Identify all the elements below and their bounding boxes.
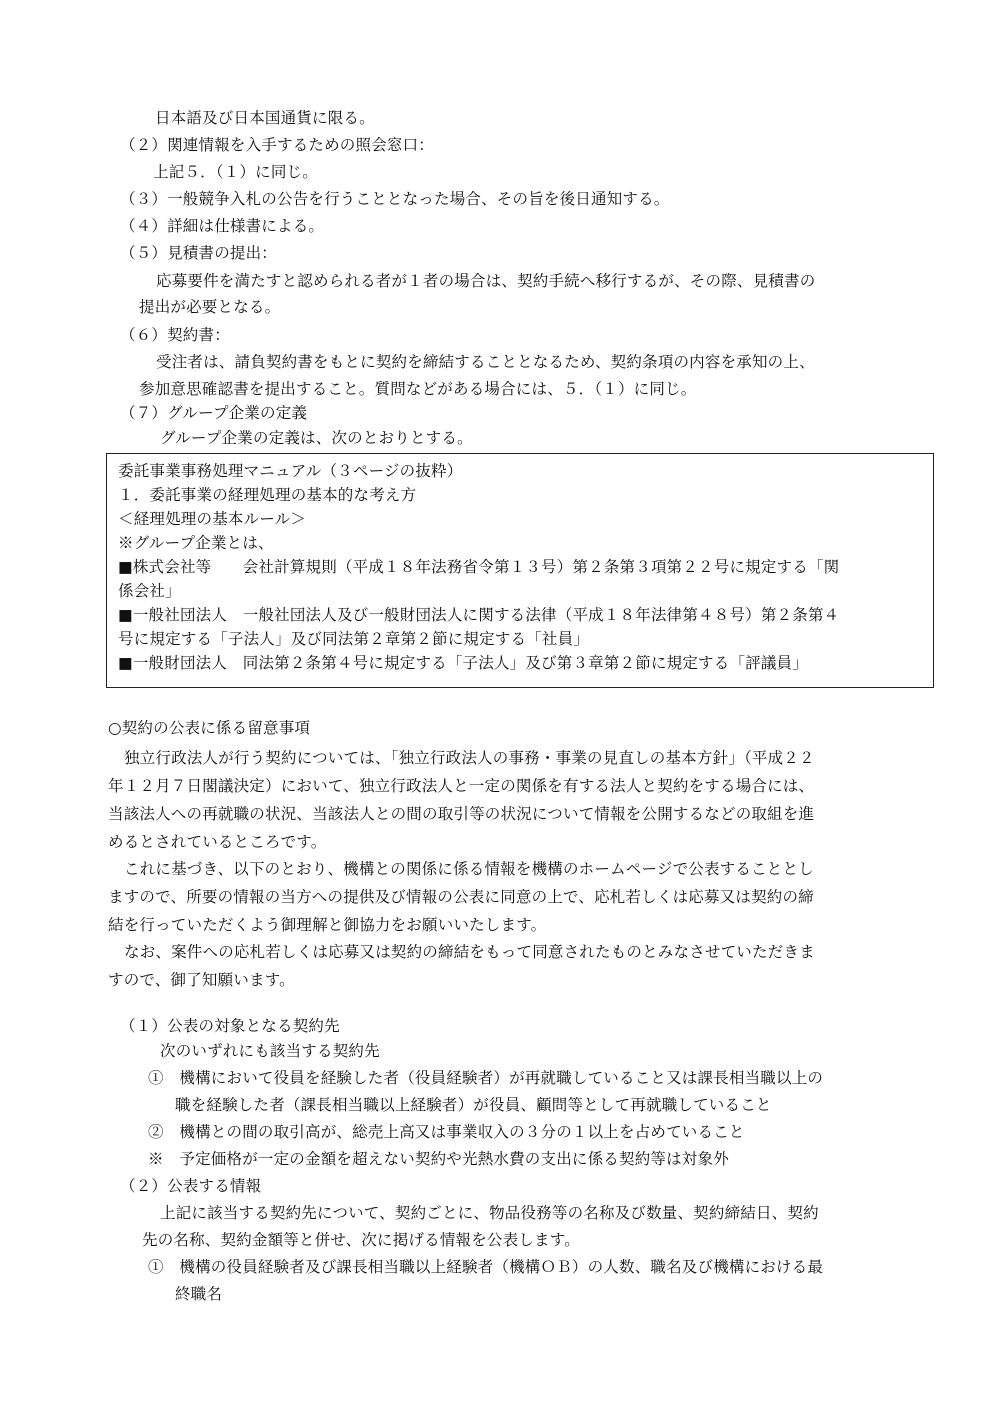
box-text-line: 号に規定する「子法人」及び同法第２章第２節に規定する「社員」 (118, 630, 590, 648)
box-text-line: 係会社」 (118, 582, 181, 600)
paragraph-line: これに基づき、以下のとおり、機構との関係に係る情報を機構のホームページで公表することとし (124, 860, 814, 878)
section-heading: （２）公表する情報 (120, 1177, 262, 1195)
box-text-line: ＜経理処理の基本ルール＞ (118, 510, 307, 528)
text-line: 先の名称、契約金額等と併せ、次に掲げる情報を公表します。 (142, 1231, 580, 1249)
box-text-line: １．委託事業の経理処理の基本的な考え方 (118, 486, 417, 504)
paragraph-line: 結を行っていただくよう御理解と御協力をお願いいたします。 (108, 916, 547, 934)
paragraph-line: 独立行政法人が行う契約については、「独立行政法人の事務・事業の見直しの基本方針」（平成２２ (124, 749, 815, 767)
box-text-line: ※グループ企業とは、 (118, 534, 274, 552)
section-heading: （２）関連情報を入手するための照会窓口： (120, 136, 435, 154)
text-line: 応募要件を満たすと認められる者が１者の場合は、契約手続へ移行するが、その際、見積書の (156, 272, 816, 290)
paragraph-line: なお、案件への応札若しくは応募又は契約の締結をもって同意されたものとみなさせていただきま (124, 943, 815, 961)
text-line: 上記に該当する契約先について、契約ごとに、物品役務等の名称及び数量、契約締結日、契約 (160, 1204, 819, 1222)
text-line: 次のいずれにも該当する契約先 (160, 1042, 380, 1060)
section-heading: （６）契約書： (120, 326, 230, 344)
paragraph-line: めるとされているところです。 (108, 833, 327, 851)
paragraph-line: すので、御了知願います。 (108, 971, 295, 989)
list-item: ① 機構の役員経験者及び課長相当職以上経験者（機構ＯＢ）の人数、職名及び機構における最 (148, 1258, 824, 1276)
section-heading: （５）見積書の提出： (120, 244, 278, 262)
notice-heading: ○契約の公表に係る留意事項 (108, 719, 311, 737)
section-heading: （４）詳細は仕様書による。 (120, 217, 325, 235)
box-title: 委託事業事務処理マニュアル（３ページの抜粋） (118, 462, 463, 480)
list-item-continuation: 終職名 (175, 1285, 223, 1303)
text-line: 受注者は、請負契約書をもとに契約を締結することとなるため、契約条項の内容を承知の上、 (156, 353, 815, 371)
section-heading: （３）一般競争入札の公告を行うこととなった場合、その旨を後日通知する。 (120, 190, 670, 208)
list-item: ① 機構において役員を経験した者（役員経験者）が再就職していること又は課長相当職以上の (148, 1069, 824, 1087)
box-text-line: ■一般社団法人 一般社団法人及び一般財団法人に関する法律（平成１８年法律第４８号）第２条第４ (118, 606, 840, 624)
paragraph-line: 当該法人への再就職の状況、当該法人との間の取引等の状況について情報を公開するなどの取組を進 (108, 805, 815, 823)
text-line: 日本語及び日本国通貨に限る。 (155, 109, 375, 127)
section-heading: （１）公表の対象となる契約先 (120, 1017, 340, 1035)
list-item: ② 機構との間の取引高が、総売上高又は事業収入の３分の１以上を占めていること (148, 1123, 745, 1141)
section-heading: （７）グループ企業の定義 (120, 404, 308, 422)
text-line: 提出が必要となる。 (139, 298, 281, 316)
note-line: ※ 予定価格が一定の金額を超えない契約や光熱水費の支出に係る契約等は対象外 (148, 1150, 729, 1168)
list-item-continuation: 職を経験した者（課長相当職以上経験者）が役員、顧問等として再就職していること (175, 1096, 772, 1114)
box-text-line: ■一般財団法人 同法第２条第４号に規定する「子法人」及び第３章第２節に規定する「評議員」 (118, 654, 808, 672)
text-line: 参加意思確認書を提出すること。質問などがある場合には、５．（１）に同じ。 (139, 380, 697, 398)
text-line: 上記５．（１）に同じ。 (153, 163, 318, 181)
text-line: グループ企業の定義は、次のとおりとする。 (160, 429, 473, 447)
paragraph-line: ますので、所要の情報の当方への提供及び情報の公表に同意の上で、応札若しくは応募又は契約の締 (108, 888, 814, 906)
box-text-line: ■株式会社等 会社計算規則（平成１８年法務省令第１３号）第２条第３項第２２号に規定する「関 (118, 558, 840, 576)
paragraph-line: 年１２月７日閣議決定）において、独立行政法人と一定の関係を有する法人と契約をする場合には、 (108, 777, 815, 795)
